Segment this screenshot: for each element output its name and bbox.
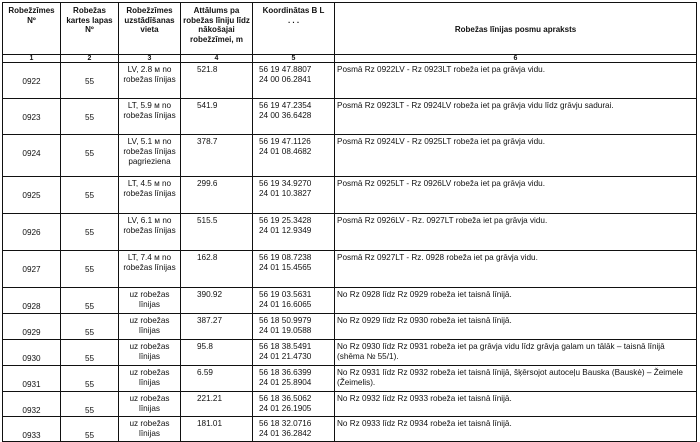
coordinates [253, 135, 335, 177]
column-number: 6 [335, 55, 697, 63]
segment-description: Posmā Rz 0926LV - Rz. 0927LT robeža iet pa grāvja vidu. [335, 214, 697, 251]
map-sheet: 55 [61, 416, 119, 441]
coordinate-b: 56 19 25.3428 [259, 216, 312, 225]
install-place: uz robežas līnijas [119, 416, 181, 441]
coordinates [253, 340, 335, 366]
header-description: Robežas līnijas posmu apraksts [335, 3, 697, 55]
distance: 521.8 [181, 63, 253, 99]
coordinates [253, 251, 335, 288]
marker-number: 0922 [3, 63, 61, 99]
table-row [3, 99, 697, 135]
map-sheet: 55 [61, 99, 119, 135]
header-coordinates-dots: . . . [287, 15, 300, 25]
border-markers-table [2, 2, 697, 442]
coordinate-l: 24 01 19.0588 [259, 325, 312, 335]
marker-number: 0928 [3, 288, 61, 314]
install-place: uz robežas līnijas [119, 340, 181, 366]
map-sheet: 55 [61, 177, 119, 214]
segment-description: No Rz 0933 līdz Rz 0934 robeža iet taisnā līnijā. [335, 416, 697, 441]
install-place: uz robežas līnijas [119, 392, 181, 417]
marker-number: 0924 [3, 135, 61, 177]
distance: 162.8 [181, 251, 253, 288]
coordinates [253, 99, 335, 135]
segment-description: Posmā Rz 0923LT - Rz 0924LV robeža iet pa grāvja vidu līdz grāvju sadurai. [335, 99, 697, 135]
marker-number: 0925 [3, 177, 61, 214]
install-place: LT, 7.4 м no robežas līnijas [119, 251, 181, 288]
distance: 541.9 [181, 99, 253, 135]
coordinate-l: 24 01 16.6065 [259, 299, 312, 309]
column-number: 1 [3, 55, 61, 63]
coordinate-l: 24 01 36.2842 [259, 428, 312, 438]
marker-number: 0933 [3, 416, 61, 441]
table-row [3, 288, 697, 314]
coordinates [253, 214, 335, 251]
map-sheet: 55 [61, 366, 119, 392]
coordinates [253, 314, 335, 340]
table-row [3, 366, 697, 392]
install-place: LV, 2.8 м no robežas līnijas [119, 63, 181, 99]
coordinate-l: 24 01 26.1905 [259, 403, 312, 413]
column-number: 3 [119, 55, 181, 63]
column-number: 4 [181, 55, 253, 63]
table-row [3, 416, 697, 441]
segment-description: Posmā Rz 0927LT - Rz. 0928 robeža iet pa grāvja vidu. [335, 251, 697, 288]
coordinate-b: 56 18 32.0716 [259, 418, 312, 428]
install-place: uz robežas līnijas [119, 366, 181, 392]
coordinates [253, 63, 335, 99]
header-row [3, 3, 697, 55]
install-place: LT, 5.9 м no robežas līnijas [119, 99, 181, 135]
segment-description: No Rz 0930 līdz Rz 0931 robeža iet pa grāvja vidu līdz grāvja galam un tālāk – taisnā līnijā (shēma № 55/1). [335, 340, 697, 366]
marker-number: 0930 [3, 340, 61, 366]
distance: 378.7 [181, 135, 253, 177]
map-sheet: 55 [61, 288, 119, 314]
header-marker-number: Robežzīmes Nº [3, 3, 61, 55]
map-sheet: 55 [61, 251, 119, 288]
coordinate-b: 56 19 08.7238 [259, 253, 312, 262]
map-sheet: 55 [61, 135, 119, 177]
coordinate-b: 56 19 03.5631 [259, 290, 312, 299]
segment-description: Posmā Rz 0922LV - Rz 0923LT robeža iet pa grāvja vidu. [335, 63, 697, 99]
header-coordinates [253, 3, 335, 55]
coordinate-b: 56 18 50.9979 [259, 316, 312, 325]
marker-number: 0931 [3, 366, 61, 392]
coordinate-b: 56 19 47.1126 [259, 137, 311, 146]
distance: 387.27 [181, 314, 253, 340]
coordinate-b: 56 18 38.5491 [259, 342, 312, 351]
segment-description: No Rz 0931 līdz Rz 0932 robeža iet taisnā līnijā, šķērsojot autoceļu Bauska (Bauskė) – Žeimele (Žeimelis). [335, 366, 697, 392]
coordinates [253, 392, 335, 417]
coordinates [253, 366, 335, 392]
table-row [3, 63, 697, 99]
column-number-row [3, 55, 697, 63]
table-row [3, 214, 697, 251]
coordinate-b: 56 18 36.6399 [259, 368, 312, 377]
segment-description: No Rz 0932 līdz Rz 0933 robeža iet taisnā līnijā. [335, 392, 697, 417]
coordinate-b: 56 19 47.2354 [259, 101, 312, 110]
distance: 390.92 [181, 288, 253, 314]
coordinate-l: 24 01 08.4682 [259, 146, 312, 156]
document-page [2, 2, 696, 442]
table-row [3, 314, 697, 340]
marker-number: 0932 [3, 392, 61, 417]
distance: 515.5 [181, 214, 253, 251]
coordinates [253, 177, 335, 214]
header-install-place: Robežzīmes uzstādīšanas vieta [119, 3, 181, 55]
map-sheet: 55 [61, 340, 119, 366]
coordinates [253, 288, 335, 314]
install-place: LV, 6.1 м no robežas līnijas [119, 214, 181, 251]
coordinates [253, 416, 335, 441]
install-place: LT, 4.5 м no robežas līnijas [119, 177, 181, 214]
header-map-sheet: Robežas kartes lapas Nº [61, 3, 119, 55]
coordinate-l: 24 00 06.2841 [259, 74, 312, 84]
table-row [3, 177, 697, 214]
segment-description: No Rz 0929 līdz Rz 0930 robeža iet taisnā līnijā. [335, 314, 697, 340]
coordinate-b: 56 19 34.9270 [259, 179, 312, 188]
marker-number: 0926 [3, 214, 61, 251]
marker-number: 0923 [3, 99, 61, 135]
distance: 181.01 [181, 416, 253, 441]
column-number: 5 [253, 55, 335, 63]
coordinate-l: 24 00 36.6428 [259, 110, 312, 120]
map-sheet: 55 [61, 214, 119, 251]
install-place: LV, 5.1 м no robežas līnijas pagrieziena [119, 135, 181, 177]
coordinate-l: 24 01 21.4730 [259, 351, 312, 361]
distance: 95.8 [181, 340, 253, 366]
install-place: uz robežas līnijas [119, 288, 181, 314]
coordinate-l: 24 01 10.3827 [259, 188, 312, 198]
segment-description: No Rz 0928 līdz Rz 0929 robeža iet taisnā līnijā. [335, 288, 697, 314]
marker-number: 0927 [3, 251, 61, 288]
distance: 6.59 [181, 366, 253, 392]
map-sheet: 55 [61, 63, 119, 99]
segment-description: Posmā Rz 0924LV - Rz 0925LT robeža iet pa grāvja vidu. [335, 135, 697, 177]
coordinate-b: 56 18 36.5062 [259, 394, 312, 403]
map-sheet: 55 [61, 392, 119, 417]
install-place: uz robežas līnijas [119, 314, 181, 340]
table-row [3, 135, 697, 177]
marker-number: 0929 [3, 314, 61, 340]
segment-description: Posmā Rz 0925LT - Rz 0926LV robeža iet pa grāvja vidu. [335, 177, 697, 214]
map-sheet: 55 [61, 314, 119, 340]
column-number: 2 [61, 55, 119, 63]
coordinate-l: 24 01 25.8904 [259, 377, 312, 387]
distance: 221.21 [181, 392, 253, 417]
header-coordinates-label: Koordinātas B L [262, 6, 325, 15]
coordinate-b: 56 19 47.8807 [259, 65, 312, 74]
coordinate-l: 24 01 12.9349 [259, 225, 312, 235]
coordinate-l: 24 01 15.4565 [259, 262, 312, 272]
table-row [3, 392, 697, 417]
table-row [3, 251, 697, 288]
header-distance: Attālums pa robežas līniju līdz nākošajai robežzīmei, m [181, 3, 253, 55]
table-row [3, 340, 697, 366]
distance: 299.6 [181, 177, 253, 214]
